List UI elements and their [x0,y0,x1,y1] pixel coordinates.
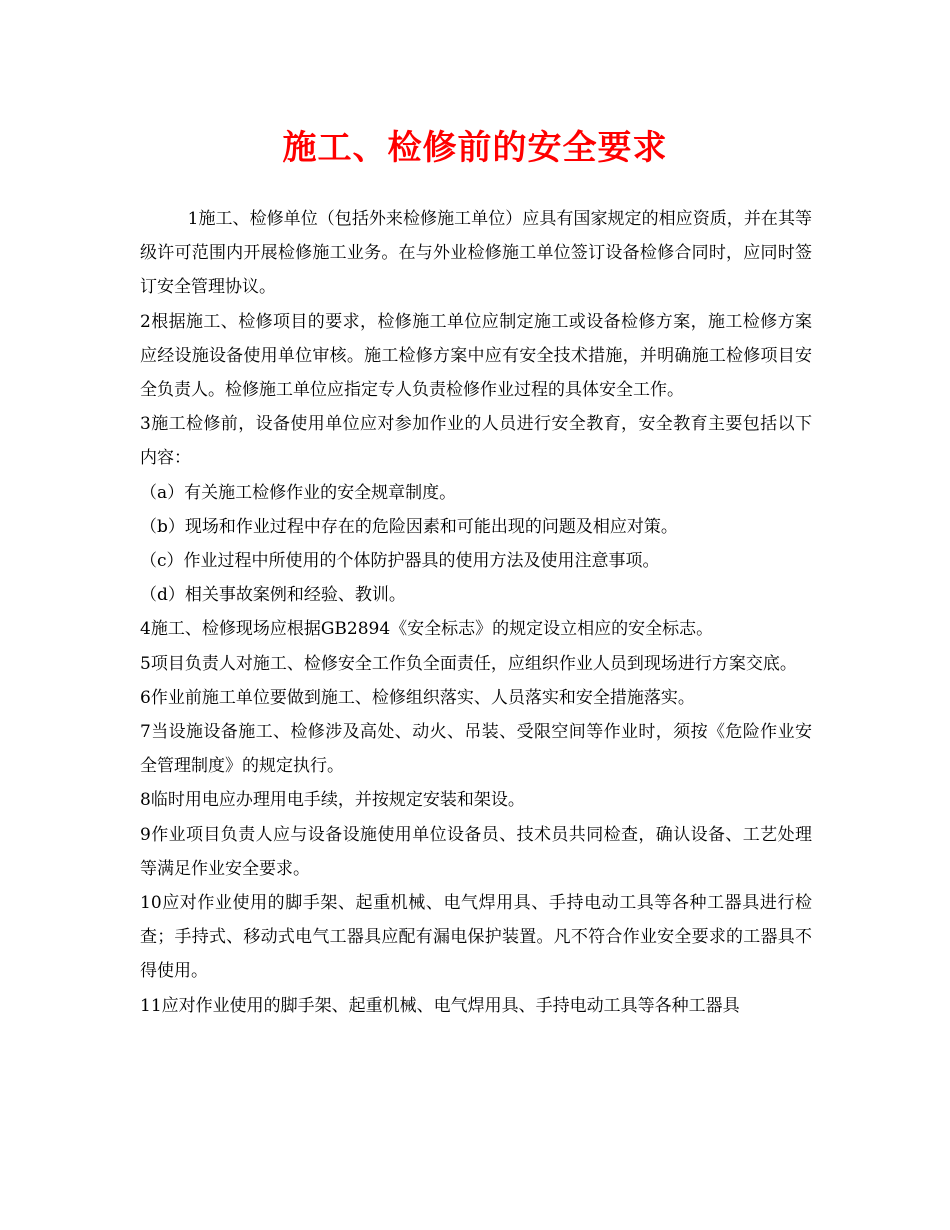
paragraph-5: 5项目负责人对施工、检修安全工作负全面责任，应组织作业人员到现场进行方案交底。 [140,653,797,674]
paragraph-11: 11应对作业使用的脚手架、起重机械、电气焊用具、手持电动工具等各种工器具 [140,995,740,1016]
paragraph-9: 9作业项目负责人应与设备设施使用单位设备员、技术员共同检查，确认设备、工艺处理等满足作业安全要求。 [140,824,812,879]
document-body [140,202,812,1023]
list-item-d: （d）相关事故案例和经验、教训。 [140,585,406,606]
list-item-c: （c）作业过程中所使用的个体防护器具的使用方法及使用注意事项。 [140,551,660,572]
list-item-a: （a）有关施工检修作业的安全规章制度。 [140,482,457,503]
paragraph-8: 8临时用电应办理用电手续，并按规定安装和架设。 [140,790,525,811]
paragraph-1: 1施工、检修单位（包括外来检修施工单位）应具有国家规定的相应资质，并在其等级许可范围内开展检修施工业务。在与外业检修施工单位签订设备检修合同时，应同时签订安全管理协议。 [140,209,812,298]
paragraph-7: 7当设施设备施工、检修涉及高处、动火、吊装、受限空间等作业时，须按《危险作业安全管理制度》的规定执行。 [140,722,812,777]
paragraph-2: 2根据施工、检修项目的要求，检修施工单位应制定施工或设备检修方案，施工检修方案应经设施设备使用单位审核。施工检修方案中应有安全技术措施，并明确施工检修项目安全负责人。检修施工单位应指定专人负责检修作业过程的具体安全工作。 [140,311,812,401]
document-title: 施工、检修前的安全要求 [282,128,668,168]
paragraph-3: 3施工检修前，设备使用单位应对参加作业的人员进行安全教育，安全教育主要包括以下内容： [140,414,812,469]
list-item-b: （b）现场和作业过程中存在的危险因素和可能出现的问题及相应对策。 [140,516,678,537]
paragraph-6: 6作业前施工单位要做到施工、检修组织落实、人员落实和安全措施落实。 [140,687,695,708]
paragraph-4: 4施工、检修现场应根据GB2894《安全标志》的规定设立相应的安全标志。 [140,619,714,640]
paragraph-10: 10应对作业使用的脚手架、起重机械、电气焊用具、手持电动工具等各种工器具进行检查；手持式、移动式电气工器具应配有漏电保护装置。凡不符合作业安全要求的工器具不得使用。 [140,893,812,982]
